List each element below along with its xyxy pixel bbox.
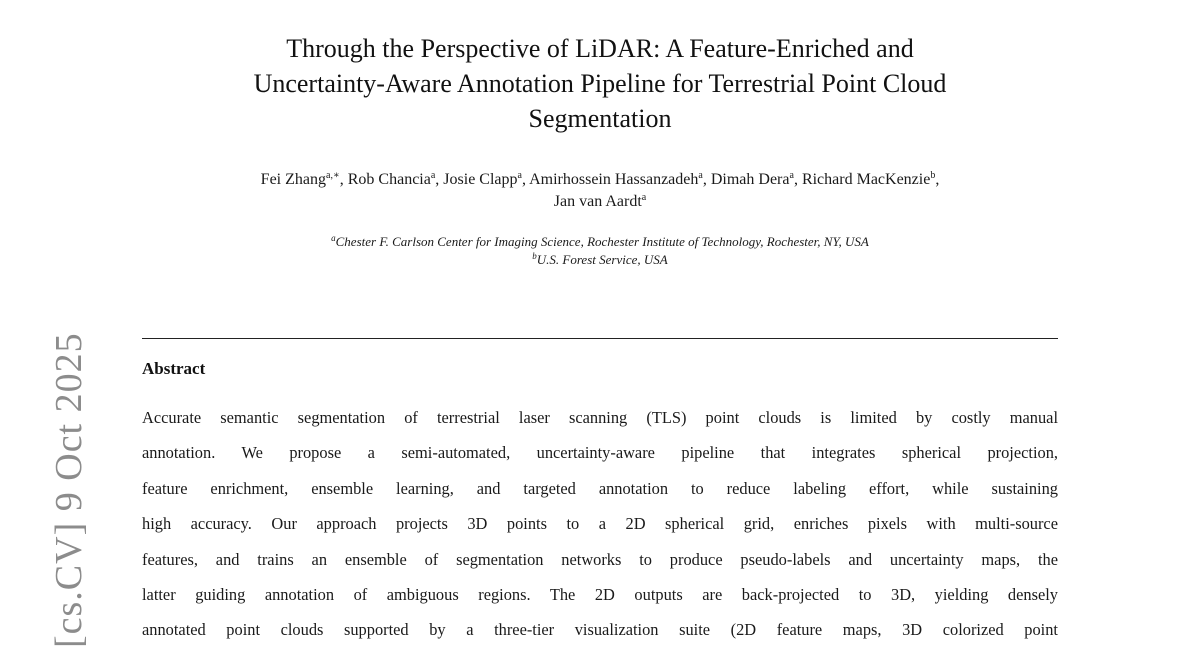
paper-title	[140, 31, 1060, 136]
author-separator: ,	[435, 171, 444, 188]
affiliation-text: Chester F. Carlson Center for Imaging Science, Rochester Institute of Technology, Rochester, NY, USA	[335, 234, 869, 249]
author-separator: ,	[702, 171, 711, 188]
author-list	[140, 169, 1060, 213]
affiliation-mark: b	[532, 251, 537, 261]
title-line: Through the Perspective of LiDAR: A Feature-Enriched and	[286, 34, 914, 63]
author-line-2	[140, 191, 1060, 213]
author-affil-mark: a	[698, 170, 703, 181]
author-separator: ,	[935, 171, 940, 188]
abstract-line: latter guiding annotation of ambiguous regions. The 2D outputs are back-projected to 3D, yielding densely	[142, 584, 1058, 604]
author-separator: ,	[339, 171, 348, 188]
author-name: Josie Clapp	[443, 171, 518, 188]
abstract-text	[142, 400, 1058, 648]
abstract-line: annotation. We propose a semi-automated, uncertainty-aware pipeline that integrates spherical projection,	[142, 443, 1058, 463]
author-name: Fei Zhang	[260, 171, 326, 188]
author-name: Richard MacKenzie	[801, 171, 931, 188]
affiliation-text: U.S. Forest Service, USA	[536, 252, 668, 267]
abstract-line: features, and trains an ensemble of segmentation networks to produce pseudo-labels and uncertainty maps, the	[142, 549, 1058, 569]
author-name: Rob Chancia	[347, 171, 431, 188]
arxiv-stamp-text: [cs.CV] 9 Oct 2025	[48, 332, 90, 648]
title-line: Uncertainty-Aware Annotation Pipeline for Terrestrial Point Cloud	[253, 69, 947, 98]
title-line: Segmentation	[528, 104, 672, 133]
affiliation-list	[140, 233, 1060, 269]
abstract-line: Accurate semantic segmentation of terrestrial laser scanning (TLS) point clouds is limited by costly manual	[142, 408, 1058, 427]
abstract-heading: Abstract	[142, 359, 206, 378]
author-name: Amirhossein Hassanzadeh	[529, 171, 699, 188]
author-separator: ,	[793, 171, 802, 188]
affiliation-mark: a	[331, 233, 336, 243]
author-separator: ,	[521, 171, 530, 188]
arxiv-side-stamp	[0, 0, 90, 648]
affiliation-line	[140, 251, 1060, 269]
abstract-line: annotated point clouds supported by a three-tier visualization suite (2D feature maps, 3D colorized point	[142, 620, 1058, 640]
author-affil-mark: a	[789, 170, 794, 181]
author-affil-mark: a	[641, 192, 647, 203]
affiliation-line	[140, 233, 1060, 251]
author-affil-mark: a	[517, 170, 522, 181]
section-divider	[142, 338, 1058, 339]
author-affil-mark: a	[430, 170, 436, 181]
author-affil-mark: a,∗	[326, 170, 340, 181]
author-line-1	[140, 169, 1060, 191]
author-name: Dimah Dera	[710, 171, 790, 188]
author-name: Jan van Aardt	[553, 193, 642, 210]
abstract-line: feature enrichment, ensemble learning, and targeted annotation to reduce labeling effort, while sustaining	[142, 478, 1058, 498]
abstract-line: high accuracy. Our approach projects 3D points to a 2D spherical grid, enriches pixels with multi-source	[142, 514, 1058, 534]
author-affil-mark: b	[930, 170, 936, 181]
